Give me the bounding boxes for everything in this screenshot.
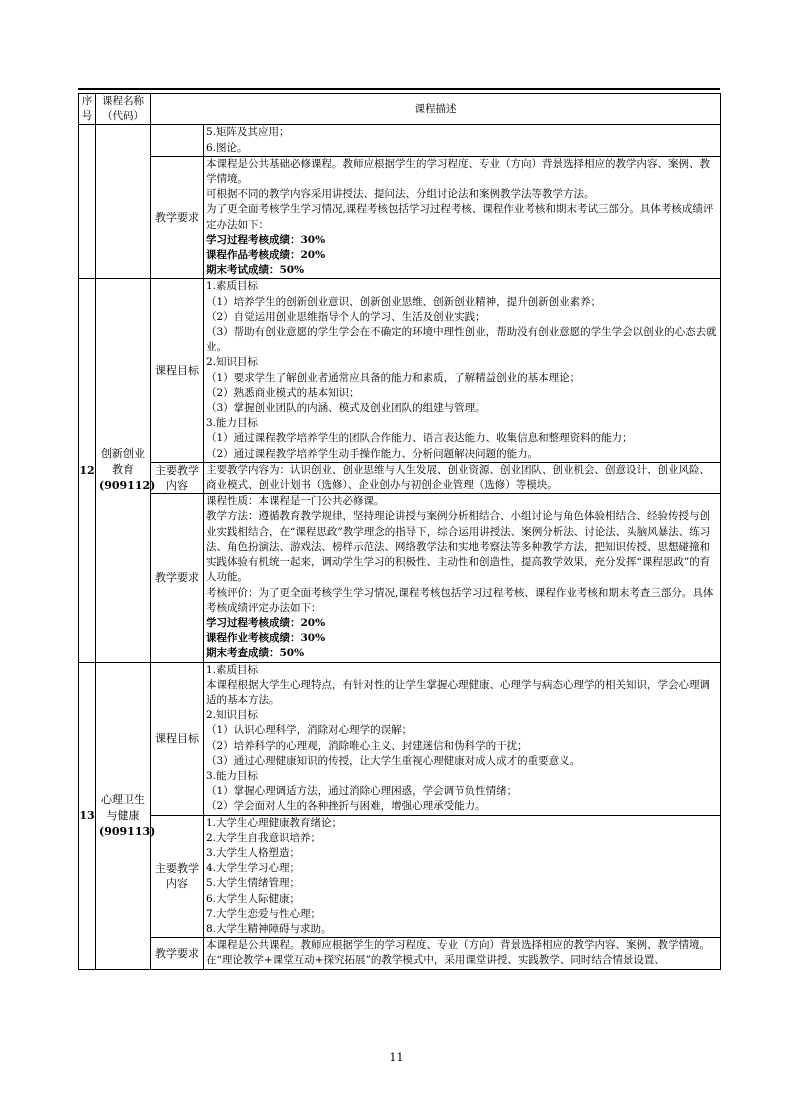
row11-name-cell xyxy=(96,125,151,279)
desc-line: 学习过程考核成绩：30% xyxy=(206,233,326,246)
desc-line: 本课程根据大学生心理特点，有针对性的让学生掌握心理健康、心理学与病态心理学的相关知识，学会心理调适的基本方法。 xyxy=(206,678,710,706)
table-row xyxy=(79,125,721,156)
desc-line: 6.图论。 xyxy=(206,141,248,154)
desc-line: （2）熟悉商业模式的基本知识； xyxy=(206,386,360,399)
desc-line: 2.大学生自我意识培养； xyxy=(206,831,322,844)
row11-req xyxy=(204,156,721,279)
desc-line: 7.大学生恋爱与性心理； xyxy=(206,907,322,920)
desc-line: 3.能力目标 xyxy=(206,769,259,782)
desc-line: 本课程是公共课程。教师应根据学生的学习程度、专业（方向）背景选择相应的教学内容、案例、教学情境。 xyxy=(206,939,710,952)
row13-goal-label: 课程目标 xyxy=(151,662,204,815)
table-row xyxy=(79,279,721,462)
table-row xyxy=(79,462,721,493)
desc-line: （1）培养学生的创新创业意识、创新创业思维、创新创业精神，提升创新创业素养； xyxy=(206,295,602,308)
desc-line: （2）通过课程教学培养学生动手操作能力、分析问题解决问题的能力。 xyxy=(206,447,539,460)
header-course-name: 课程名称（代码） xyxy=(96,94,151,125)
desc-line: （2）培养科学的心理观，消除唯心主义、封建迷信和伪科学的干扰； xyxy=(206,739,528,752)
course-table xyxy=(78,93,721,970)
table-row xyxy=(79,815,721,938)
row11-content-category xyxy=(151,125,204,156)
desc-line: 1.素质目标 xyxy=(206,280,259,293)
desc-line: 1.素质目标 xyxy=(206,663,259,676)
desc-line: 课程作业考核成绩：30% xyxy=(206,632,326,645)
desc-line: 期末考试成绩：50% xyxy=(206,264,305,277)
desc-line: （3）通过心理健康知识的传授，让大学生重视心理健康对成人成才的重要意义。 xyxy=(206,754,581,767)
desc-line: 3.能力目标 xyxy=(206,417,259,430)
row12-goals xyxy=(204,279,721,462)
desc-line: （3）帮助有创业意愿的学生学会在不确定的环境中理性创业，帮助没有创业意愿的学生学会以创业的心态去就业。 xyxy=(206,326,717,354)
page-number: 11 xyxy=(389,1051,404,1064)
desc-line: （2）学会面对人生的各种挫折与困难，增强心理承受能力。 xyxy=(206,800,486,813)
row12-goal-label: 课程目标 xyxy=(151,279,204,462)
desc-line: 课程作品考核成绩：20% xyxy=(206,249,326,262)
course-code: (909113) xyxy=(99,824,156,838)
desc-line: 5.大学生情绪管理； xyxy=(206,877,301,890)
row11-req-label: 教学要求 xyxy=(151,156,204,279)
row11-seq-cell xyxy=(79,125,96,279)
desc-line: 在“理论教学+课堂互动+探究拓展”的教学模式中，采用课堂讲授、实践教学、同时结合情景设置、 xyxy=(206,954,665,967)
desc-line: （1）通过课程教学培养学生的团队合作能力、语言表达能力、收集信息和整理资料的能力； xyxy=(206,432,633,445)
course-name-text: 心理卫生与健康 xyxy=(101,792,145,822)
desc-line: 1.大学生心理健康教育绪论； xyxy=(206,816,343,829)
course-name-text: 创新创业教育 xyxy=(101,447,145,477)
desc-line: 3.大学生人格塑造； xyxy=(206,846,301,859)
desc-line: 课程性质：本课程是一门公共必修课。 xyxy=(206,495,385,508)
row13-req-label: 教学要求 xyxy=(151,938,204,969)
table-row xyxy=(79,938,721,969)
desc-line: 主要教学内容为：认识创业、创业思维与人生发展、创业资源、创业团队、创业机会、创意设计、创业风险、商业模式、创业计划书（选修）、企业创办与初创企业管理（选修）等模块。 xyxy=(206,463,710,492)
desc-line: 2.知识目标 xyxy=(206,709,259,722)
desc-line: 6.大学生人际健康； xyxy=(206,892,301,905)
desc-line: （3）掌握创业团队的内涵、模式及创业团队的组建与管理。 xyxy=(206,402,486,415)
desc-line: 5.矩阵及其应用； xyxy=(206,126,290,139)
row13-content-label: 主要教学内容 xyxy=(151,815,204,938)
row12-course-name xyxy=(96,279,156,662)
row13-goals xyxy=(204,662,721,815)
desc-line: 本课程是公共基础必修课程。教师应根据学生的学习程度、专业（方向）背景选择相应的教学内容、案例、教学情境。 xyxy=(206,157,710,186)
desc-line: 教学方法：遵循教育教学规律，坚持理论讲授与案例分析相结合、小组讨论与角色体验相结合、经验传授与创业实践相结合，在“课程思政”教学理念的指导下，综合运用讲授法、案例分析法、讨论法、头脑风暴法、练习法、角色扮演法、游戏法、榜样示范法、网络教学法和实地考察法等多种教学方法，把知识传授、思想碰撞和实践体验有机统一起来，调动学生学习的积极性、主动性和创造性，提高教学效果，充分发挥“课程思政”的育人功能。 xyxy=(206,510,711,584)
header-seq: 序号 xyxy=(79,94,96,125)
course-code: (909112) xyxy=(99,479,156,493)
desc-line: （1）认识心理科学，消除对心理学的误解； xyxy=(206,724,413,737)
row12-req xyxy=(204,494,721,662)
desc-line: 学习过程考核成绩：20% xyxy=(206,616,326,629)
header-description: 课程描述 xyxy=(151,94,721,125)
row12-seq: 12 xyxy=(79,279,96,662)
table-row xyxy=(79,662,721,815)
row12-content xyxy=(204,462,721,493)
desc-line: 考核评价：为了更全面考核学生学习情况,课程考核包括学习过程考核、课程作业考核和期末考查三部分。具体考核成绩评定办法如下： xyxy=(206,586,714,614)
table-row xyxy=(79,494,721,662)
desc-line: （1）掌握心理调适方法，通过消除心理困惑，学会调节负性情绪； xyxy=(206,785,518,798)
row12-content-label: 主要教学内容 xyxy=(151,462,204,493)
row13-content xyxy=(204,815,721,938)
desc-line: 为了更全面考核学生学习情况,课程考核包括学习过程考核、课程作业考核和期末考试三部分。具体考核成绩评定办法如下： xyxy=(206,203,714,231)
desc-line: 8.大学生精神障碍与求助。 xyxy=(206,922,332,935)
desc-line: 4.大学生学习心理； xyxy=(206,862,301,875)
top-rule xyxy=(78,88,720,90)
row13-course-name xyxy=(96,662,156,969)
row13-seq: 13 xyxy=(79,662,96,969)
desc-line: （1）要求学生了解创业者通常应具备的能力和素质，了解精益创业的基本理论； xyxy=(206,371,581,384)
desc-line: 期末考查成绩：50% xyxy=(206,647,305,660)
desc-line: 可根据不同的教学内容采用讲授法、提问法、分组讨论法和案例教学法等教学方法。 xyxy=(206,188,595,201)
row13-req xyxy=(204,938,721,969)
table-row xyxy=(79,156,721,279)
desc-line: 2.知识目标 xyxy=(206,356,259,369)
row12-req-label: 教学要求 xyxy=(151,494,204,662)
row11-content xyxy=(204,125,721,156)
table-header-row xyxy=(79,94,721,125)
desc-line: （2）自觉运用创业思维指导个人的学习、生活及创业实践； xyxy=(206,310,486,323)
